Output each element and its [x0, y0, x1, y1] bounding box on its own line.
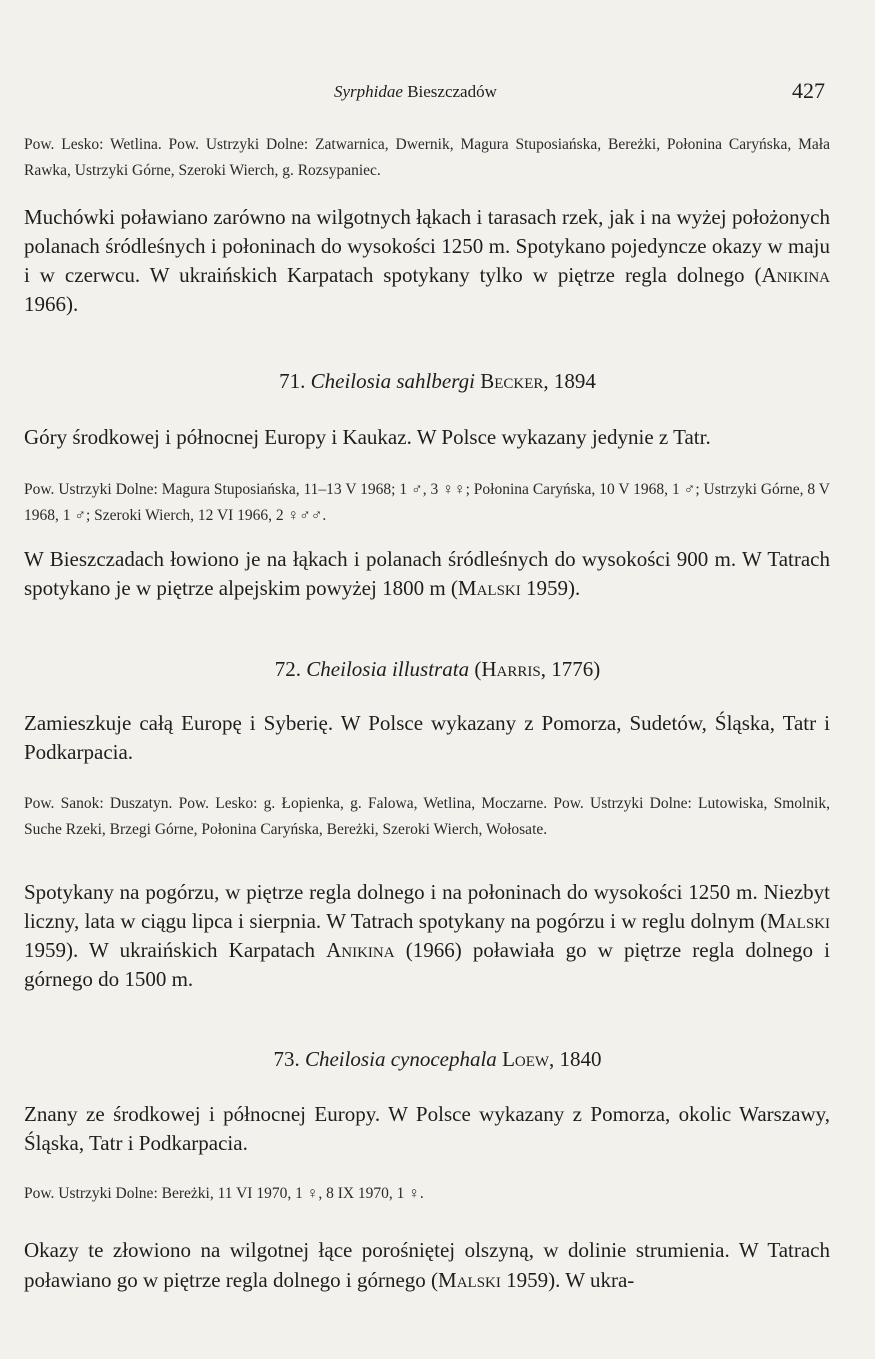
localities-paragraph: Pow. Lesko: Wetlina. Pow. Ustrzyki Dolne: Zatwarnica, Dwernik, Magura Stuposiańska, Bereżki, Połonina Caryńska, Mała Rawka, Ustrzyki Górne, Szeroki Wierch, g. Rozsypaniec. [24, 136, 830, 179]
species-name: Cheilosia sahlbergi [310, 369, 475, 393]
species-heading-71 [0, 369, 875, 394]
notes-text: Okazy te złowiono na wilgotnej łące porośniętej olszyną, w dolinie strumienia. W Tatrach poławiano go w piętrze regla dolnego i górnego ( [24, 1238, 830, 1292]
species-year: , 1894 [543, 369, 596, 393]
notes-text-mid: 1959). W ukraińskich Karpatach [24, 938, 327, 962]
author-citation: Anikina [761, 263, 830, 287]
species-author: Harris [481, 657, 541, 681]
species-year: , 1840 [549, 1047, 602, 1071]
species-heading-73 [0, 1047, 875, 1072]
page-header [24, 78, 825, 108]
distribution-paragraph-73: Znany ze środkowej i północnej Europy. W Polsce wykazany z Pomorza, okolic Warszawy, Śląska, Tatr i Podkarpacia. [24, 1102, 830, 1155]
distribution-paragraph-71: Góry środkowej i północnej Europy i Kaukaz. W Polsce wykazany jedynie z Tatr. [24, 425, 711, 449]
running-title [334, 82, 497, 102]
species-name: Cheilosia illustrata [306, 657, 470, 681]
records-paragraph-72: Pow. Sanok: Duszatyn. Pow. Lesko: g. Łopienka, g. Falowa, Wetlina, Moczarne. Pow. Ustrzyki Dolne: Lutowiska, Smolnik, Suche Rzeki, Brzegi Górne, Połonina Caryńska, Bereżki, Szeroki Wierch, Wołosate. [24, 795, 830, 838]
species-open: ( [469, 657, 482, 681]
notes-paragraph-71 [24, 545, 830, 603]
running-title-region: Bieszczadów [407, 82, 497, 101]
notes-paragraph-73 [24, 1235, 830, 1295]
distribution-paragraph-72: Zamieszkuje całą Europę i Syberię. W Polsce wykazany z Pomorza, Sudetów, Śląska, Tatr i Podkarpacia. [24, 711, 830, 764]
notes-text-end: 1959). [520, 576, 581, 600]
species-author: Becker [480, 369, 544, 393]
species-author: Loew [502, 1047, 550, 1071]
ecology-paragraph [24, 203, 830, 319]
running-title-family: Syrphidae [334, 82, 403, 101]
page-number: 427 [792, 78, 825, 103]
notes-text: Spotykany na pogórzu, w piętrze regla dolnego i na połoninach do wysokości 1250 m. Niezbyt liczny, lata w ciągu lipca i sierpnia. W Tatrach spotykany na pogórzu i w reglu dolnym ( [24, 880, 830, 933]
notes-text-end: 1959). W ukra- [500, 1268, 635, 1292]
notes-text: W Bieszczadach łowiono je na łąkach i polanach śródleśnych do wysokości 900 m. W Tatrach spotykano je w piętrze alpejskim powyżej 1800 m ( [24, 547, 830, 600]
ecology-text: Muchówki poławiano zarówno na wilgotnych łąkach i tarasach rzek, jak i na wyżej położonych polanach śródleśnych i połoninach do wysokości 1250 m. Spotykano pojedyncze okazy w maju i w czerwcu. W ukraińskich Karpatach spotykany tylko w piętrze regla dolnego ( [24, 205, 830, 287]
records-paragraph-73: Pow. Ustrzyki Dolne: Bereżki, 11 VI 1970, 1 ♀, 8 IX 1970, 1 ♀. [24, 1185, 424, 1202]
author-citation: Malski [438, 1268, 501, 1292]
species-number: 71. [279, 369, 306, 393]
species-name: Cheilosia cynocephala [304, 1047, 497, 1071]
author-citation: Malski [767, 909, 830, 933]
ecology-text-end: 1966). [24, 292, 79, 316]
species-number: 72. [274, 657, 302, 681]
species-year: , 1776) [540, 657, 601, 681]
author-citation: Malski [457, 576, 521, 600]
records-paragraph-71: Pow. Ustrzyki Dolne: Magura Stuposiańska, 11–13 V 1968; 1 ♂, 3 ♀♀; Połonina Caryńska, 10 V 1968, 1 ♂; Ustrzyki Górne, 8 V 1968, 1 ♂; Szeroki Wierch, 12 VI 1966, 2 ♀♂♂. [24, 481, 830, 524]
notes-paragraph-72 [24, 878, 830, 994]
author-citation: Anikina [326, 938, 395, 962]
notes-text-end: (1966) poławiała go w piętrze regla dolnego i górnego do 1500 m. [24, 938, 831, 991]
species-number: 73. [273, 1047, 300, 1071]
species-heading-72 [0, 657, 875, 682]
